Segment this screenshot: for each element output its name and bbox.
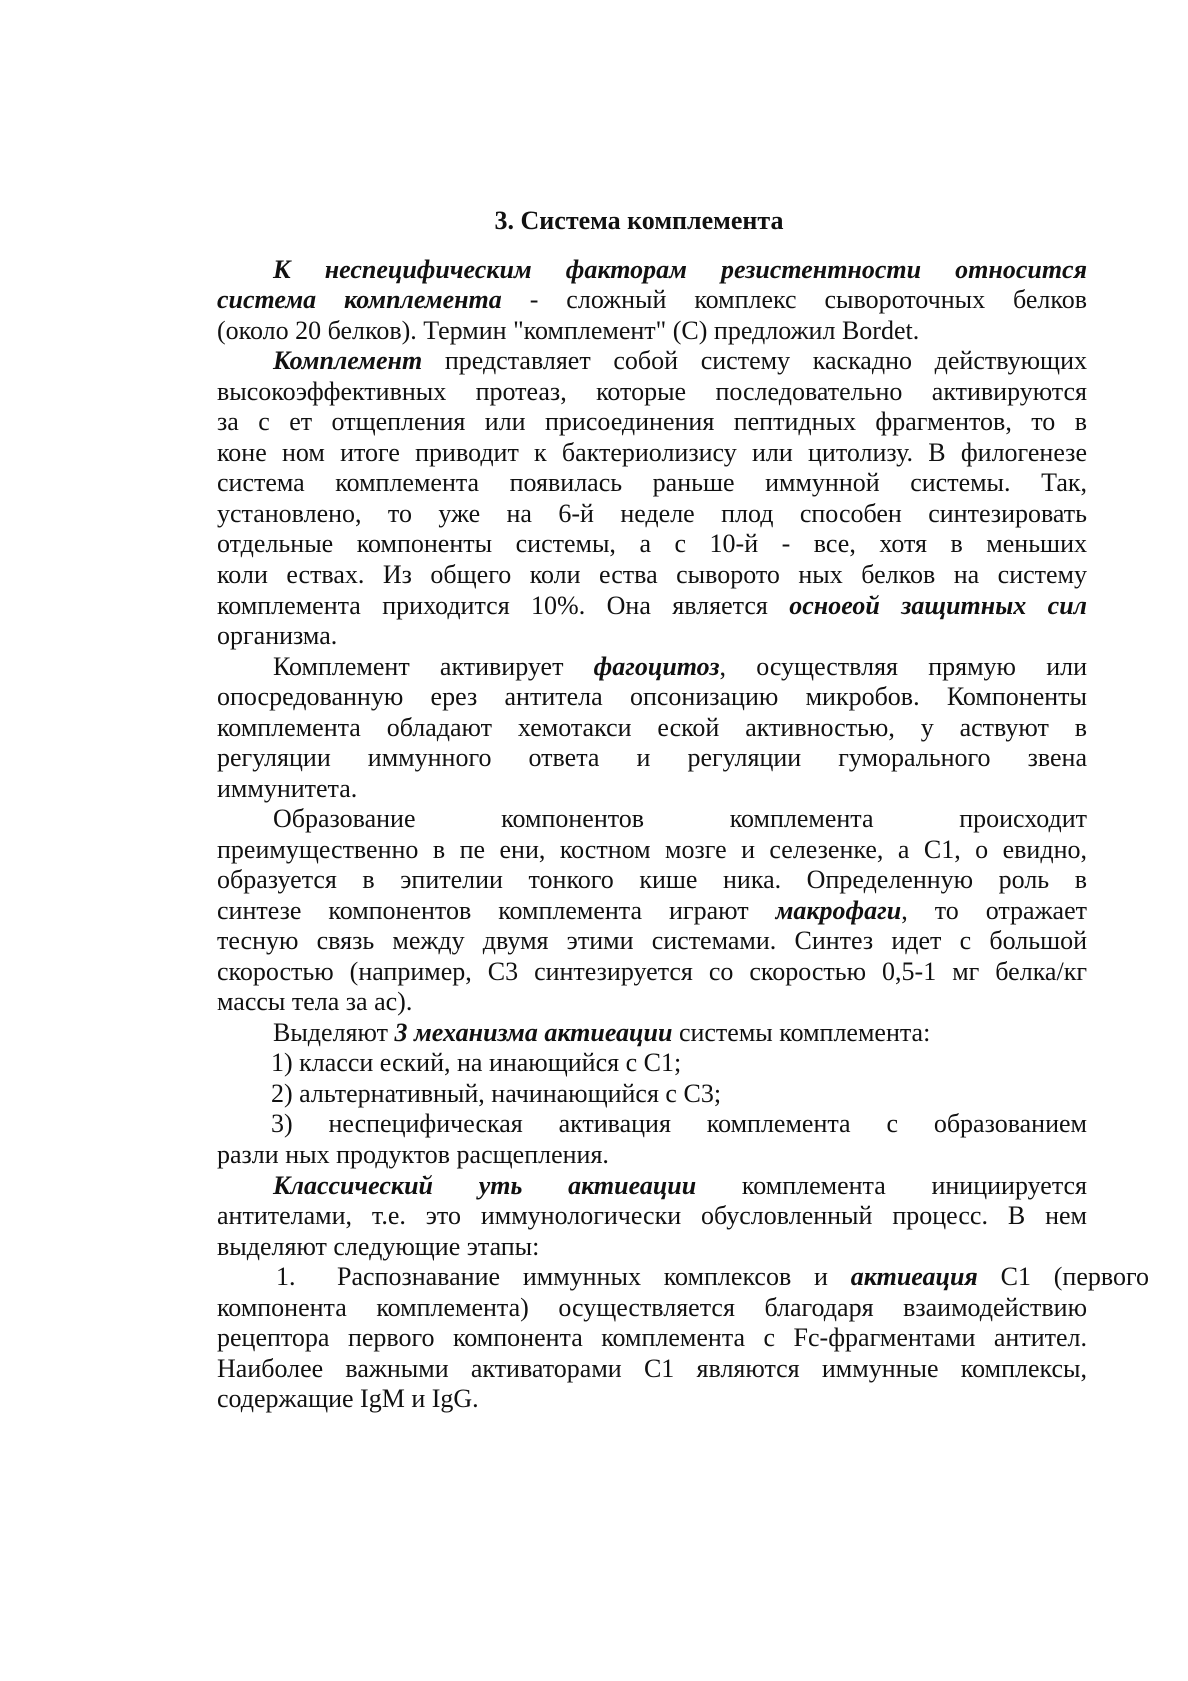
text-segment: массы тела за ас).: [217, 987, 413, 1016]
text-line: [217, 1261, 1149, 1293]
text-segment: представляет собой систему каскадно действующих: [422, 346, 1087, 375]
text-segment: образуется в эпителии тонкого кише ника. Определенную роль в: [217, 865, 1087, 894]
text-segment: системы комплемента:: [672, 1018, 931, 1047]
text-segment: содержащие IgM и IgG.: [217, 1384, 479, 1413]
text-line: [217, 1383, 1087, 1415]
emphasis-text: 3 механизма актиеации: [394, 1018, 673, 1047]
text-line: [217, 1139, 1087, 1171]
text-line: [273, 651, 1087, 683]
text-segment: C1 (первого: [977, 1262, 1149, 1291]
emphasis-text: макрофаги: [775, 896, 902, 925]
text-line: [217, 437, 1087, 469]
text-segment: Образование компонентов комплемента происходит: [273, 804, 1087, 833]
text-segment: , то отражает: [901, 896, 1087, 925]
list-item-text: [337, 1261, 1149, 1293]
text-line: [273, 254, 1087, 286]
text-line: [217, 986, 1087, 1018]
text-line: [217, 528, 1087, 560]
text-line: [217, 1231, 1087, 1263]
text-segment: опосредованную ерез антитела опсонизацию микробов. Компоненты: [217, 682, 1087, 711]
text-segment: коли ествах. Из общего коли ества сыворото ных белков на систему: [217, 560, 1087, 589]
text-line: [271, 1047, 1087, 1079]
text-segment: 3) неспецифическая активация комплемента с образованием: [271, 1109, 1087, 1138]
text-segment: - сложный комплекс сывороточных белков: [501, 285, 1087, 314]
text-line: [217, 376, 1087, 408]
text-segment: 1) класси еский, на инающийся с C1;: [271, 1048, 682, 1077]
text-line: [271, 1078, 1087, 1110]
text-segment: компонента комплемента) осуществляется благодаря взаимодействию: [217, 1293, 1087, 1322]
text-segment: Наиболее важными активаторами C1 являются иммунные комплексы,: [217, 1354, 1087, 1383]
text-line: [217, 742, 1087, 774]
text-line: [273, 345, 1087, 377]
page-title: 3. Система комплемента: [494, 206, 784, 235]
text-segment: 2) альтернативный, начинающийся с C3;: [271, 1079, 722, 1108]
emphasis-text: К неспецифическим факторам резистентности относится: [273, 255, 1087, 284]
emphasis-text: система комплемента: [217, 285, 502, 314]
text-line: [273, 1017, 1087, 1049]
emphasis-text: актиеация: [850, 1262, 978, 1291]
text-line: [217, 1322, 1087, 1354]
text-segment: комплемента приходится 10%. Она является: [217, 591, 790, 620]
text-segment: , осуществляя прямую или: [719, 652, 1087, 681]
text-segment: (около 20 белков). Термин "комплемент" (C) предложил Bordet.: [217, 316, 920, 345]
text-segment: выделяют следующие этапы:: [217, 1232, 540, 1261]
text-segment: организма.: [217, 621, 338, 650]
text-segment: Комплемент активирует: [273, 652, 594, 681]
emphasis-text: Комплемент: [273, 346, 423, 375]
text-segment: Распознавание иммунных комплексов и: [337, 1262, 851, 1291]
text-line: [217, 773, 1087, 805]
text-line: [217, 1353, 1087, 1385]
text-line: [217, 498, 1087, 530]
text-line: [217, 834, 1087, 866]
emphasis-text: фагоцитоз: [593, 652, 720, 681]
text-line: [217, 925, 1087, 957]
text-line: [217, 620, 1087, 652]
text-line: [217, 1292, 1087, 1324]
text-line: [217, 467, 1087, 499]
text-segment: Выделяют: [273, 1018, 395, 1047]
text-segment: разли ных продуктов расщепления.: [217, 1140, 609, 1169]
text-line: [217, 681, 1087, 713]
text-segment: тесную связь между двумя этими системами. Синтез идет с большой: [217, 926, 1087, 955]
text-segment: комплемента обладают хемотакси еской активностью, у аствуют в: [217, 713, 1087, 742]
text-segment: скоростью (например, C3 синтезируется со скоростью 0,5-1 мг белка/кг: [217, 957, 1087, 986]
text-line: [217, 895, 1087, 927]
text-segment: система комплемента появилась раньше иммунной системы. Так,: [217, 468, 1087, 497]
text-line: [273, 1170, 1087, 1202]
text-segment: высокоэффективных протеаз, которые последовательно активируются: [217, 377, 1087, 406]
text-line: [273, 803, 1087, 835]
text-segment: иммунитета.: [217, 774, 358, 803]
text-line: [217, 315, 1087, 347]
text-segment: отдельные компоненты системы, а с 10-й - все, хотя в меньших: [217, 529, 1087, 558]
emphasis-text: Классический уть актиеации: [273, 1171, 697, 1200]
emphasis-text: осноеой защитных сил: [789, 591, 1087, 620]
text-line: [217, 712, 1087, 744]
text-segment: установлено, то уже на 6-й неделе плод способен синтезировать: [217, 499, 1087, 528]
text-line: [217, 956, 1087, 988]
text-line: [217, 864, 1087, 896]
text-line: [271, 1108, 1087, 1140]
text-line: [217, 559, 1087, 591]
text-segment: антителами, т.е. это иммунологически обусловленный процесс. В нем: [217, 1201, 1087, 1230]
text-line: [217, 1200, 1087, 1232]
text-segment: за с ет отщепления или присоединения пептидных фрагментов, то в: [217, 407, 1087, 436]
text-line: [217, 590, 1087, 622]
text-segment: коне ном итоге приводит к бактериолизису или цитолизу. В филогенезе: [217, 438, 1087, 467]
text-segment: преимущественно в пе ени, костном мозге и селезенке, а C1, о евидно,: [217, 835, 1087, 864]
text-segment: комплемента инициируется: [696, 1171, 1087, 1200]
list-number: 1.: [276, 1262, 296, 1291]
text-segment: рецептора первого компонента комплемента с Fc-фрагментами антител.: [217, 1323, 1087, 1352]
text-segment: синтезе компонентов комплемента играют: [217, 896, 776, 925]
text-line: [217, 284, 1087, 316]
text-segment: регуляции иммунного ответа и регуляции гуморального звена: [217, 743, 1087, 772]
text-line: [217, 406, 1087, 438]
